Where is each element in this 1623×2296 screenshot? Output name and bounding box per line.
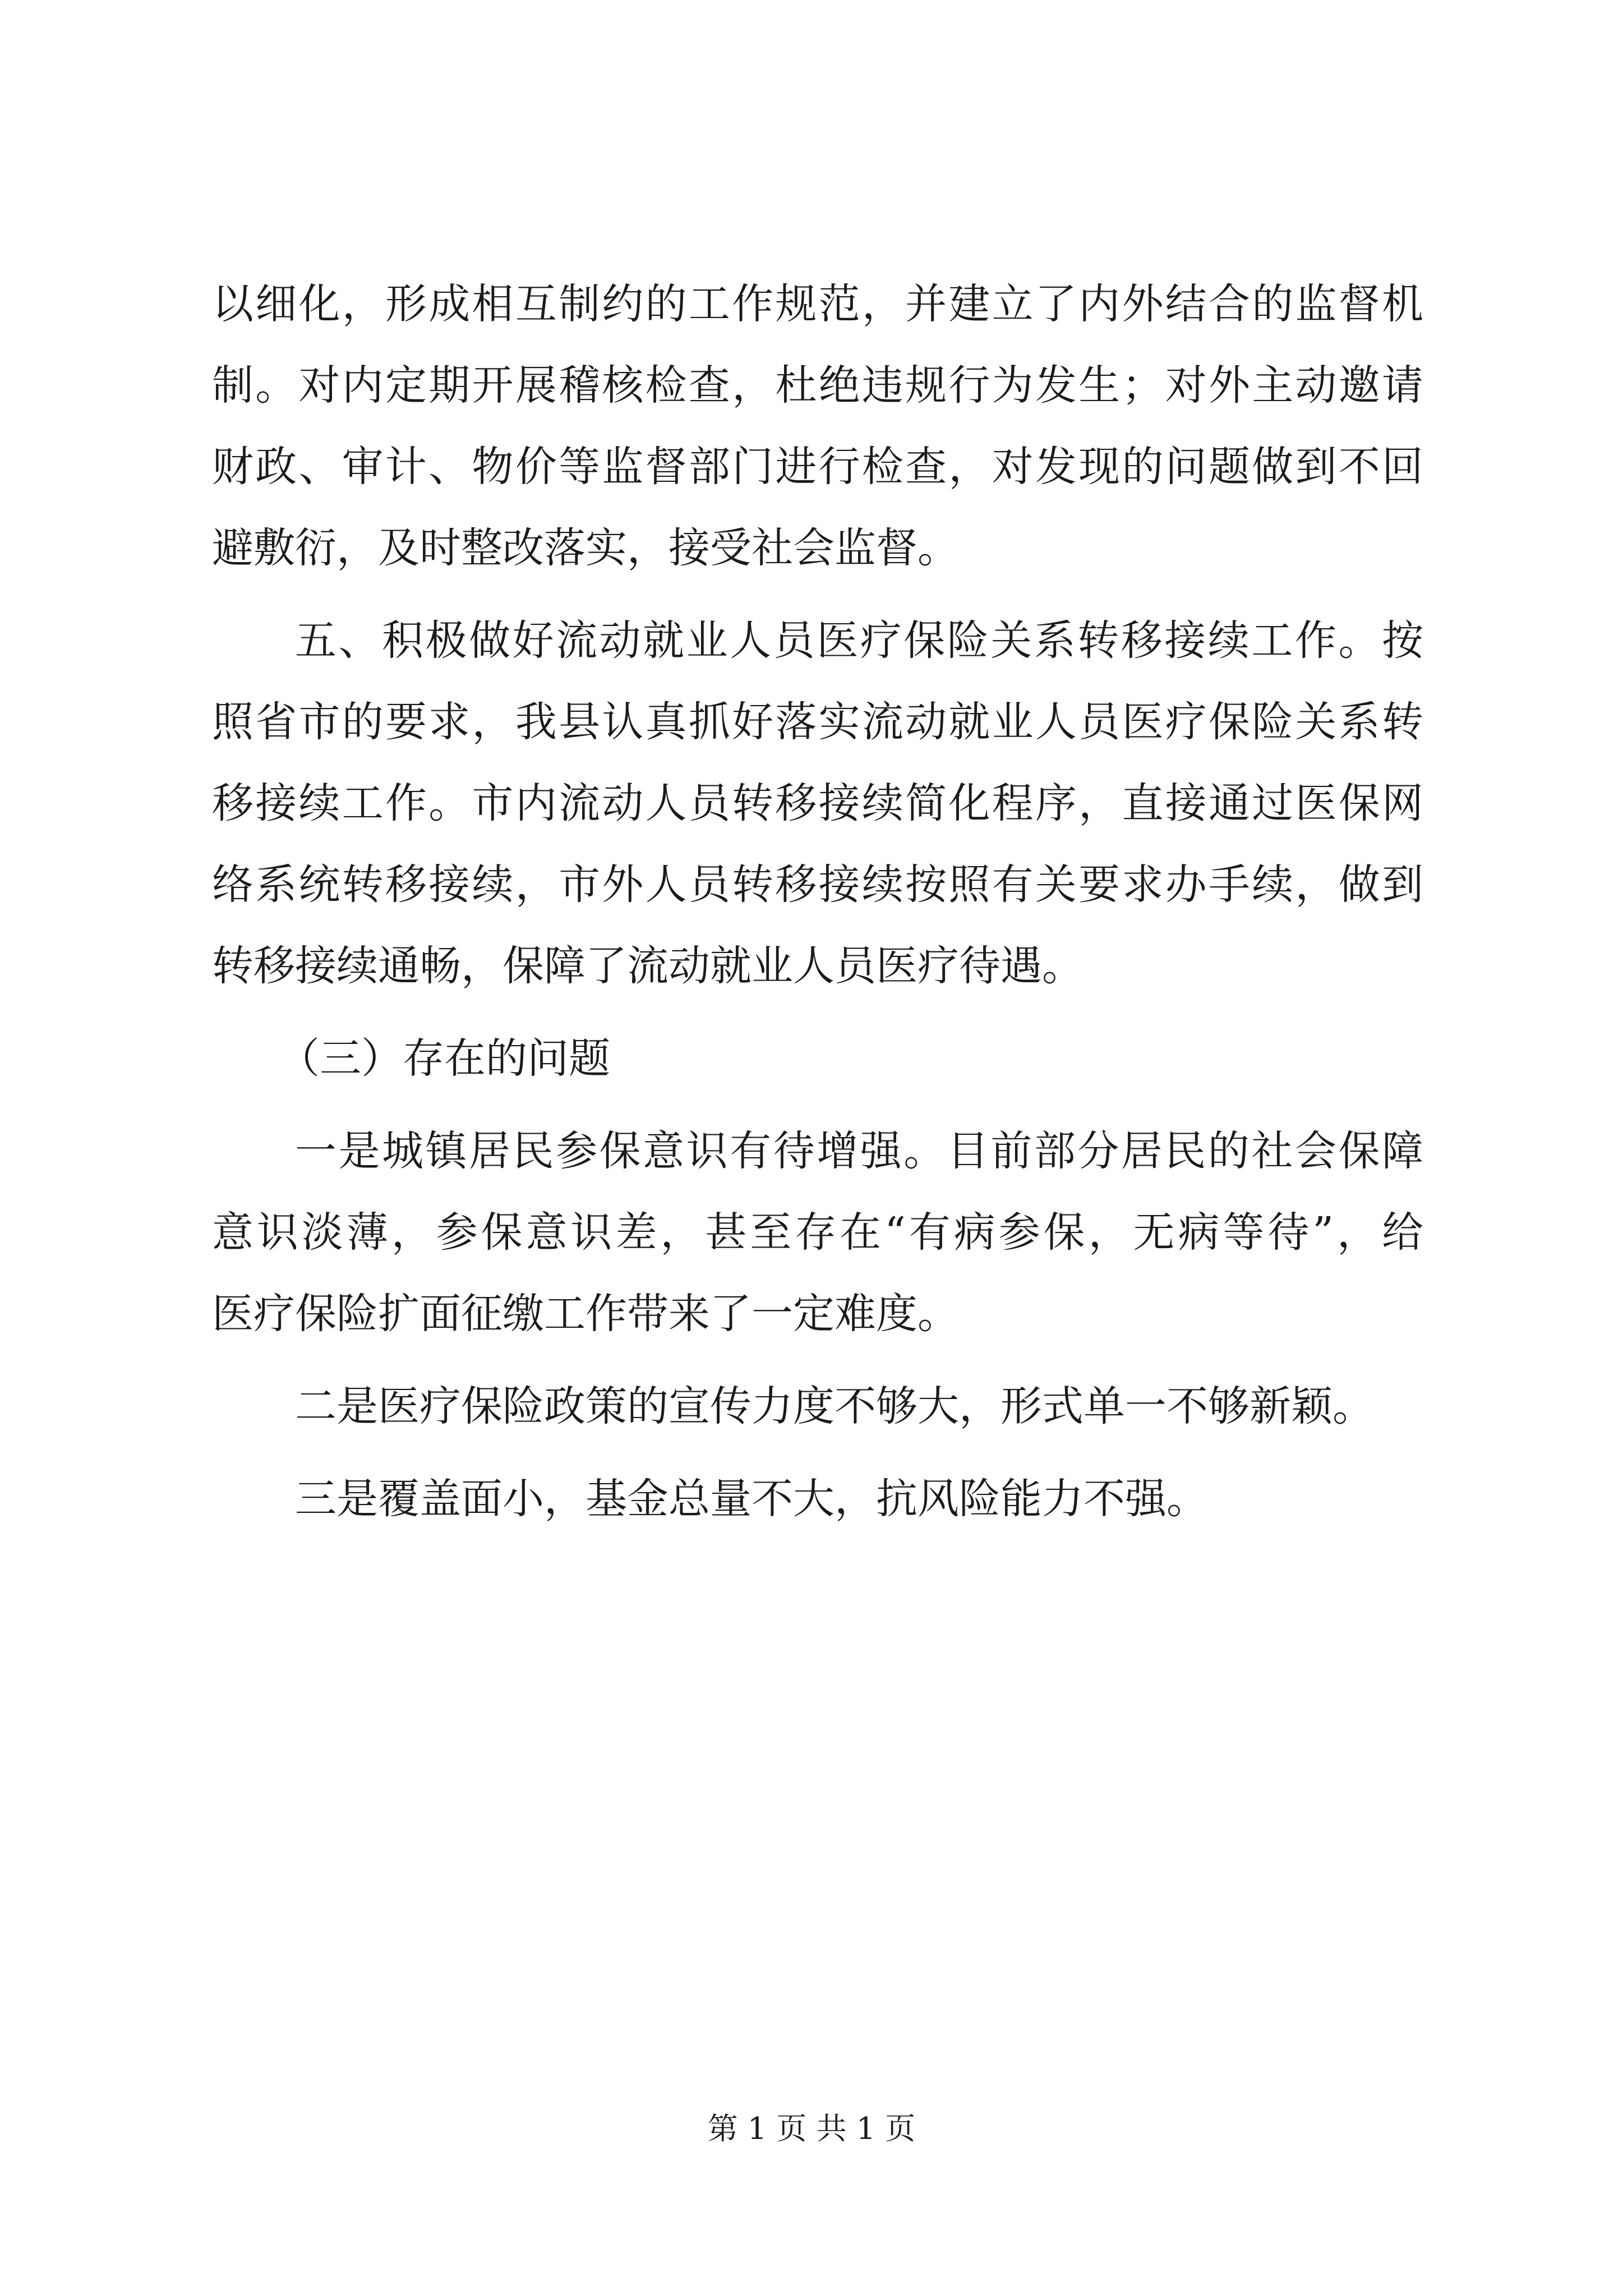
section-five-line: 五、积极做好流动就业人员医疗保险关系转移接续工作。按 [295,616,1423,665]
text-line: 避敷衍，及时整改落实，接受社会监督。 [212,524,959,572]
text-line: 意识淡薄，参保意识差，甚至存在“有病参保，无病等待”，给 [212,1208,1423,1257]
text-line: 财政、审计、物价等监督部门进行检查，对发现的问题做到不回 [212,443,1423,491]
text-line: 医疗保险扩面征缴工作带来了一定难度。 [212,1290,959,1338]
problem-one-line: 一是城镇居民参保意识有待增强。目前部分居民的社会保障 [295,1127,1423,1175]
text-line: 转移接续通畅，保障了流动就业人员医疗待遇。 [212,942,1083,990]
document-body [212,264,1423,1540]
section-heading: （三）存在的问题 [278,1034,610,1083]
problem-two-line: 二是医疗保险政策的宣传力度不够大，形式单一不够新颖。 [295,1382,1374,1430]
text-line: 制。对内定期开展稽核检查，杜绝违规行为发生；对外主动邀请 [212,361,1423,409]
text-line: 以细化，形成相互制约的工作规范，并建立了内外结合的监督机 [212,280,1423,328]
page-footer: 第 1 页 共 1 页 [707,2111,916,2146]
problem-three-line: 三是覆盖面小，基金总量不大，抗风险能力不强。 [295,1475,1208,1523]
text-line: 移接续工作。市内流动人员转移接续简化程序，直接通过医保网 [212,779,1423,827]
text-line: 照省市的要求，我县认真抓好落实流动就业人员医疗保险关系转 [212,698,1423,746]
text-line: 络系统转移接续，市外人员转移接续按照有关要求办手续，做到 [212,861,1423,909]
